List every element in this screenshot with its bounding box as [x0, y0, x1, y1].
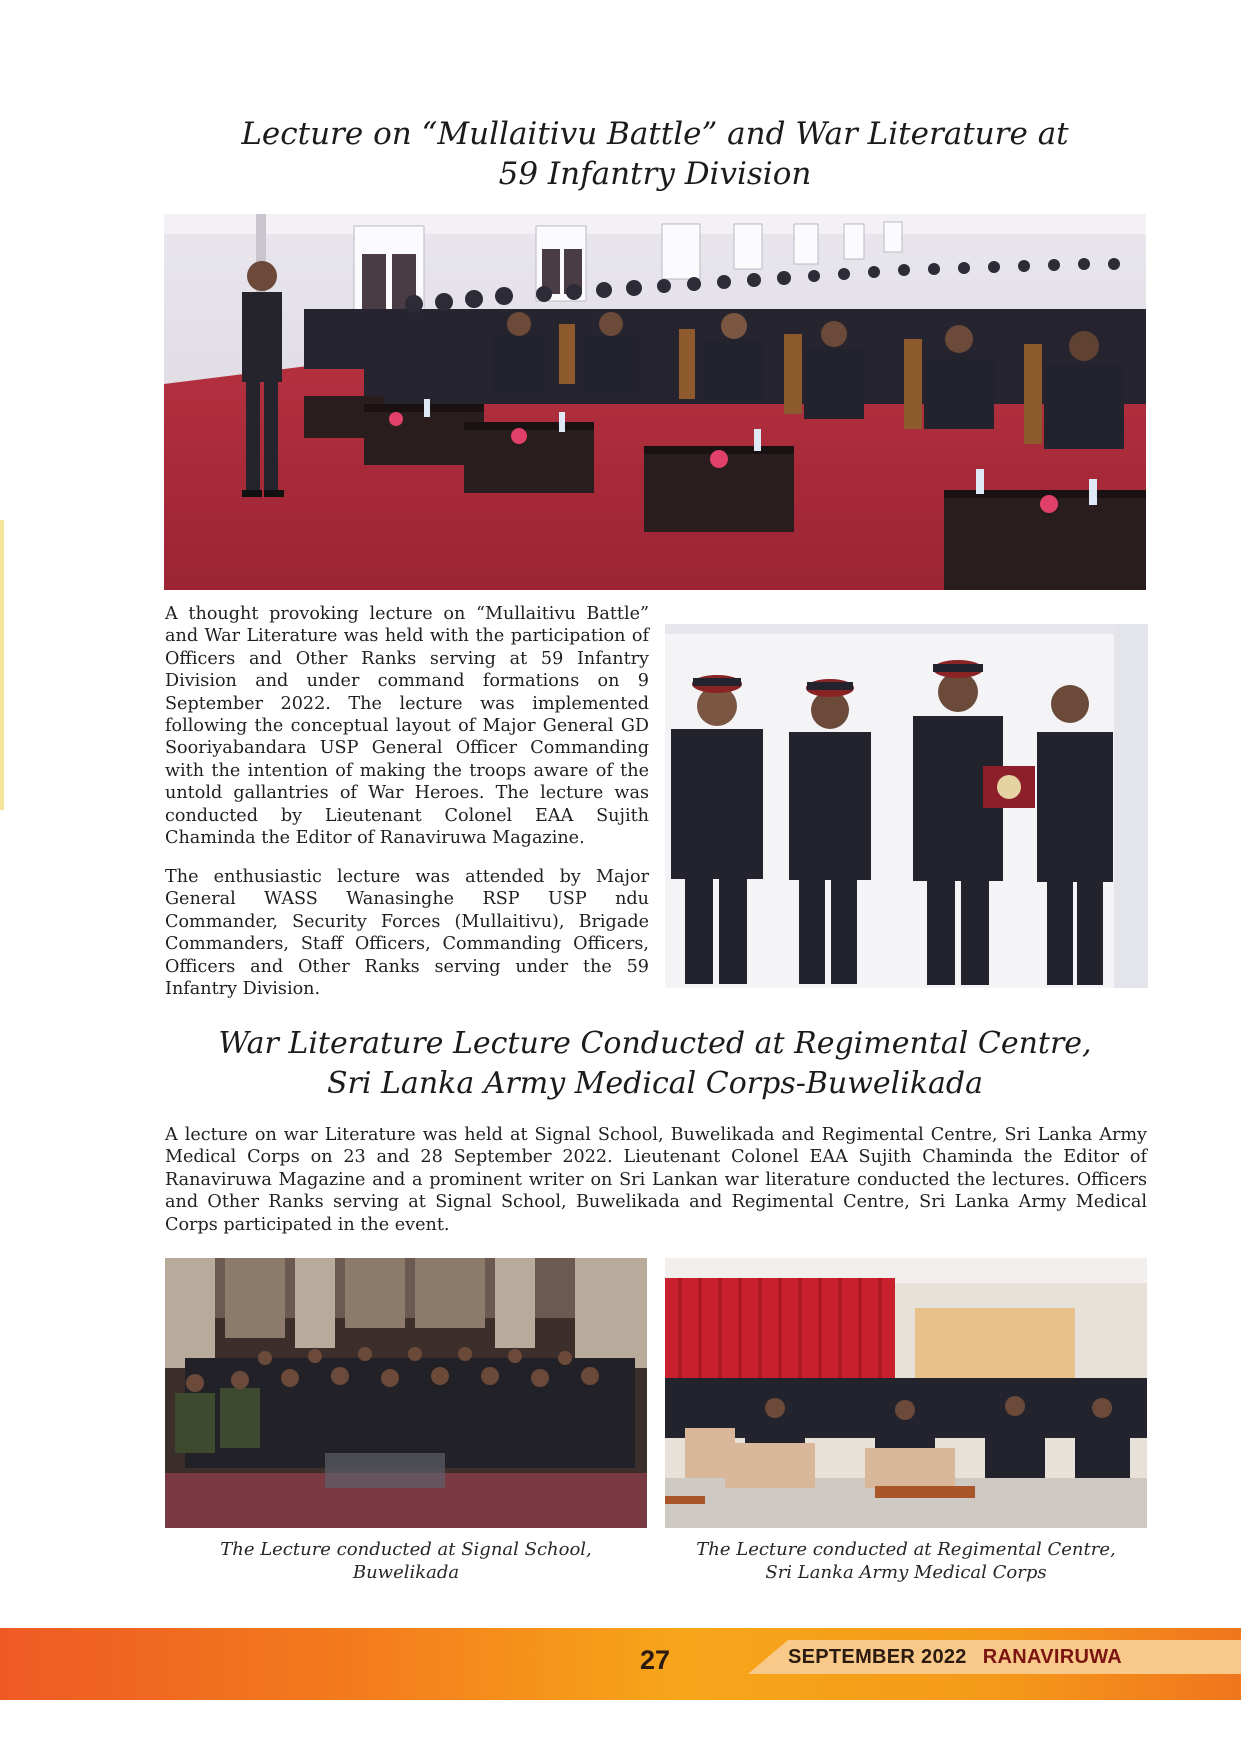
caption-regimental-centre-line2: Sri Lanka Army Medical Corps: [765, 1562, 1047, 1583]
article2-title: [140, 1024, 1170, 1104]
page-edge-accent: [0, 520, 4, 810]
article2-paragraph: A lecture on war Literature was held at Signal School, Buwelikada and Regimental Centre, Sri Lanka Army Medical Corps on 23 and 28 September 2022. Lieutenant Colonel EAA Sujith Chaminda the Editor of Ranaviruwa Magazine and a prominent writer on Sri Lankan war literature conducted the lectures. Officers and Other Ranks serving at Signal School, Buwelikada and Regimental Centre, Sri Lanka Army Medical Corps participated in the event.: [165, 1125, 1147, 1235]
article1-paragraph1: A thought provoking lecture on “Mullaitivu Battle” and War Literature was held with the participation of Officers and Other Ranks serving at 59 Infantry Division and under command formations on 9 September 2022. The lecture was implemented following the conceptual layout of Major General GD Sooriyabandara USP General Officer Commanding with the intention of making the troops aware of the untold gallantries of War Heroes. The lecture was conducted by Lieutenant Colonel EAA Sujith Chaminda the Editor of Ranaviruwa Magazine.: [165, 604, 649, 849]
photo-regimental-centre-lecture: [665, 1258, 1147, 1528]
photo-plaque-presentation: [665, 624, 1148, 988]
article1-title-line2: 59 Infantry Division: [498, 156, 812, 192]
article1-title: [140, 114, 1170, 194]
photo-signal-school-lecture: [165, 1258, 647, 1528]
article1-paragraph2: The enthusiastic lecture was attended by Major General WASS Wanasinghe RSP USP ndu Commander, Security Forces (Mullaitivu), Brigade Commanders, Staff Officers, Commanding Officers, Officers and Other Ranks serving under the 59 Infantry Division.: [165, 867, 649, 1000]
photo-lecture-hall: [164, 214, 1146, 590]
caption-signal-school: The Lecture conducted at Signal School, Buwelikada: [220, 1539, 592, 1583]
footer-issue: SEPTEMBER 2022: [788, 1646, 967, 1668]
article2-title-line1: War Literature Lecture Conducted at Regimental Centre,: [218, 1026, 1092, 1061]
page-number: 27: [639, 1645, 671, 1675]
footer-issue-label: [788, 1646, 1228, 1669]
caption-regimental-centre: [665, 1538, 1147, 1584]
caption-regimental-centre-line1: The Lecture conducted at Regimental Centre,: [696, 1539, 1116, 1560]
footer-magazine-name: RANAVIRUWA: [982, 1646, 1123, 1668]
article2-title-line2: Sri Lanka Army Medical Corps-Buwelikada: [326, 1066, 983, 1101]
article1-title-line1: Lecture on “Mullaitivu Battle” and War Literature at: [241, 116, 1069, 152]
